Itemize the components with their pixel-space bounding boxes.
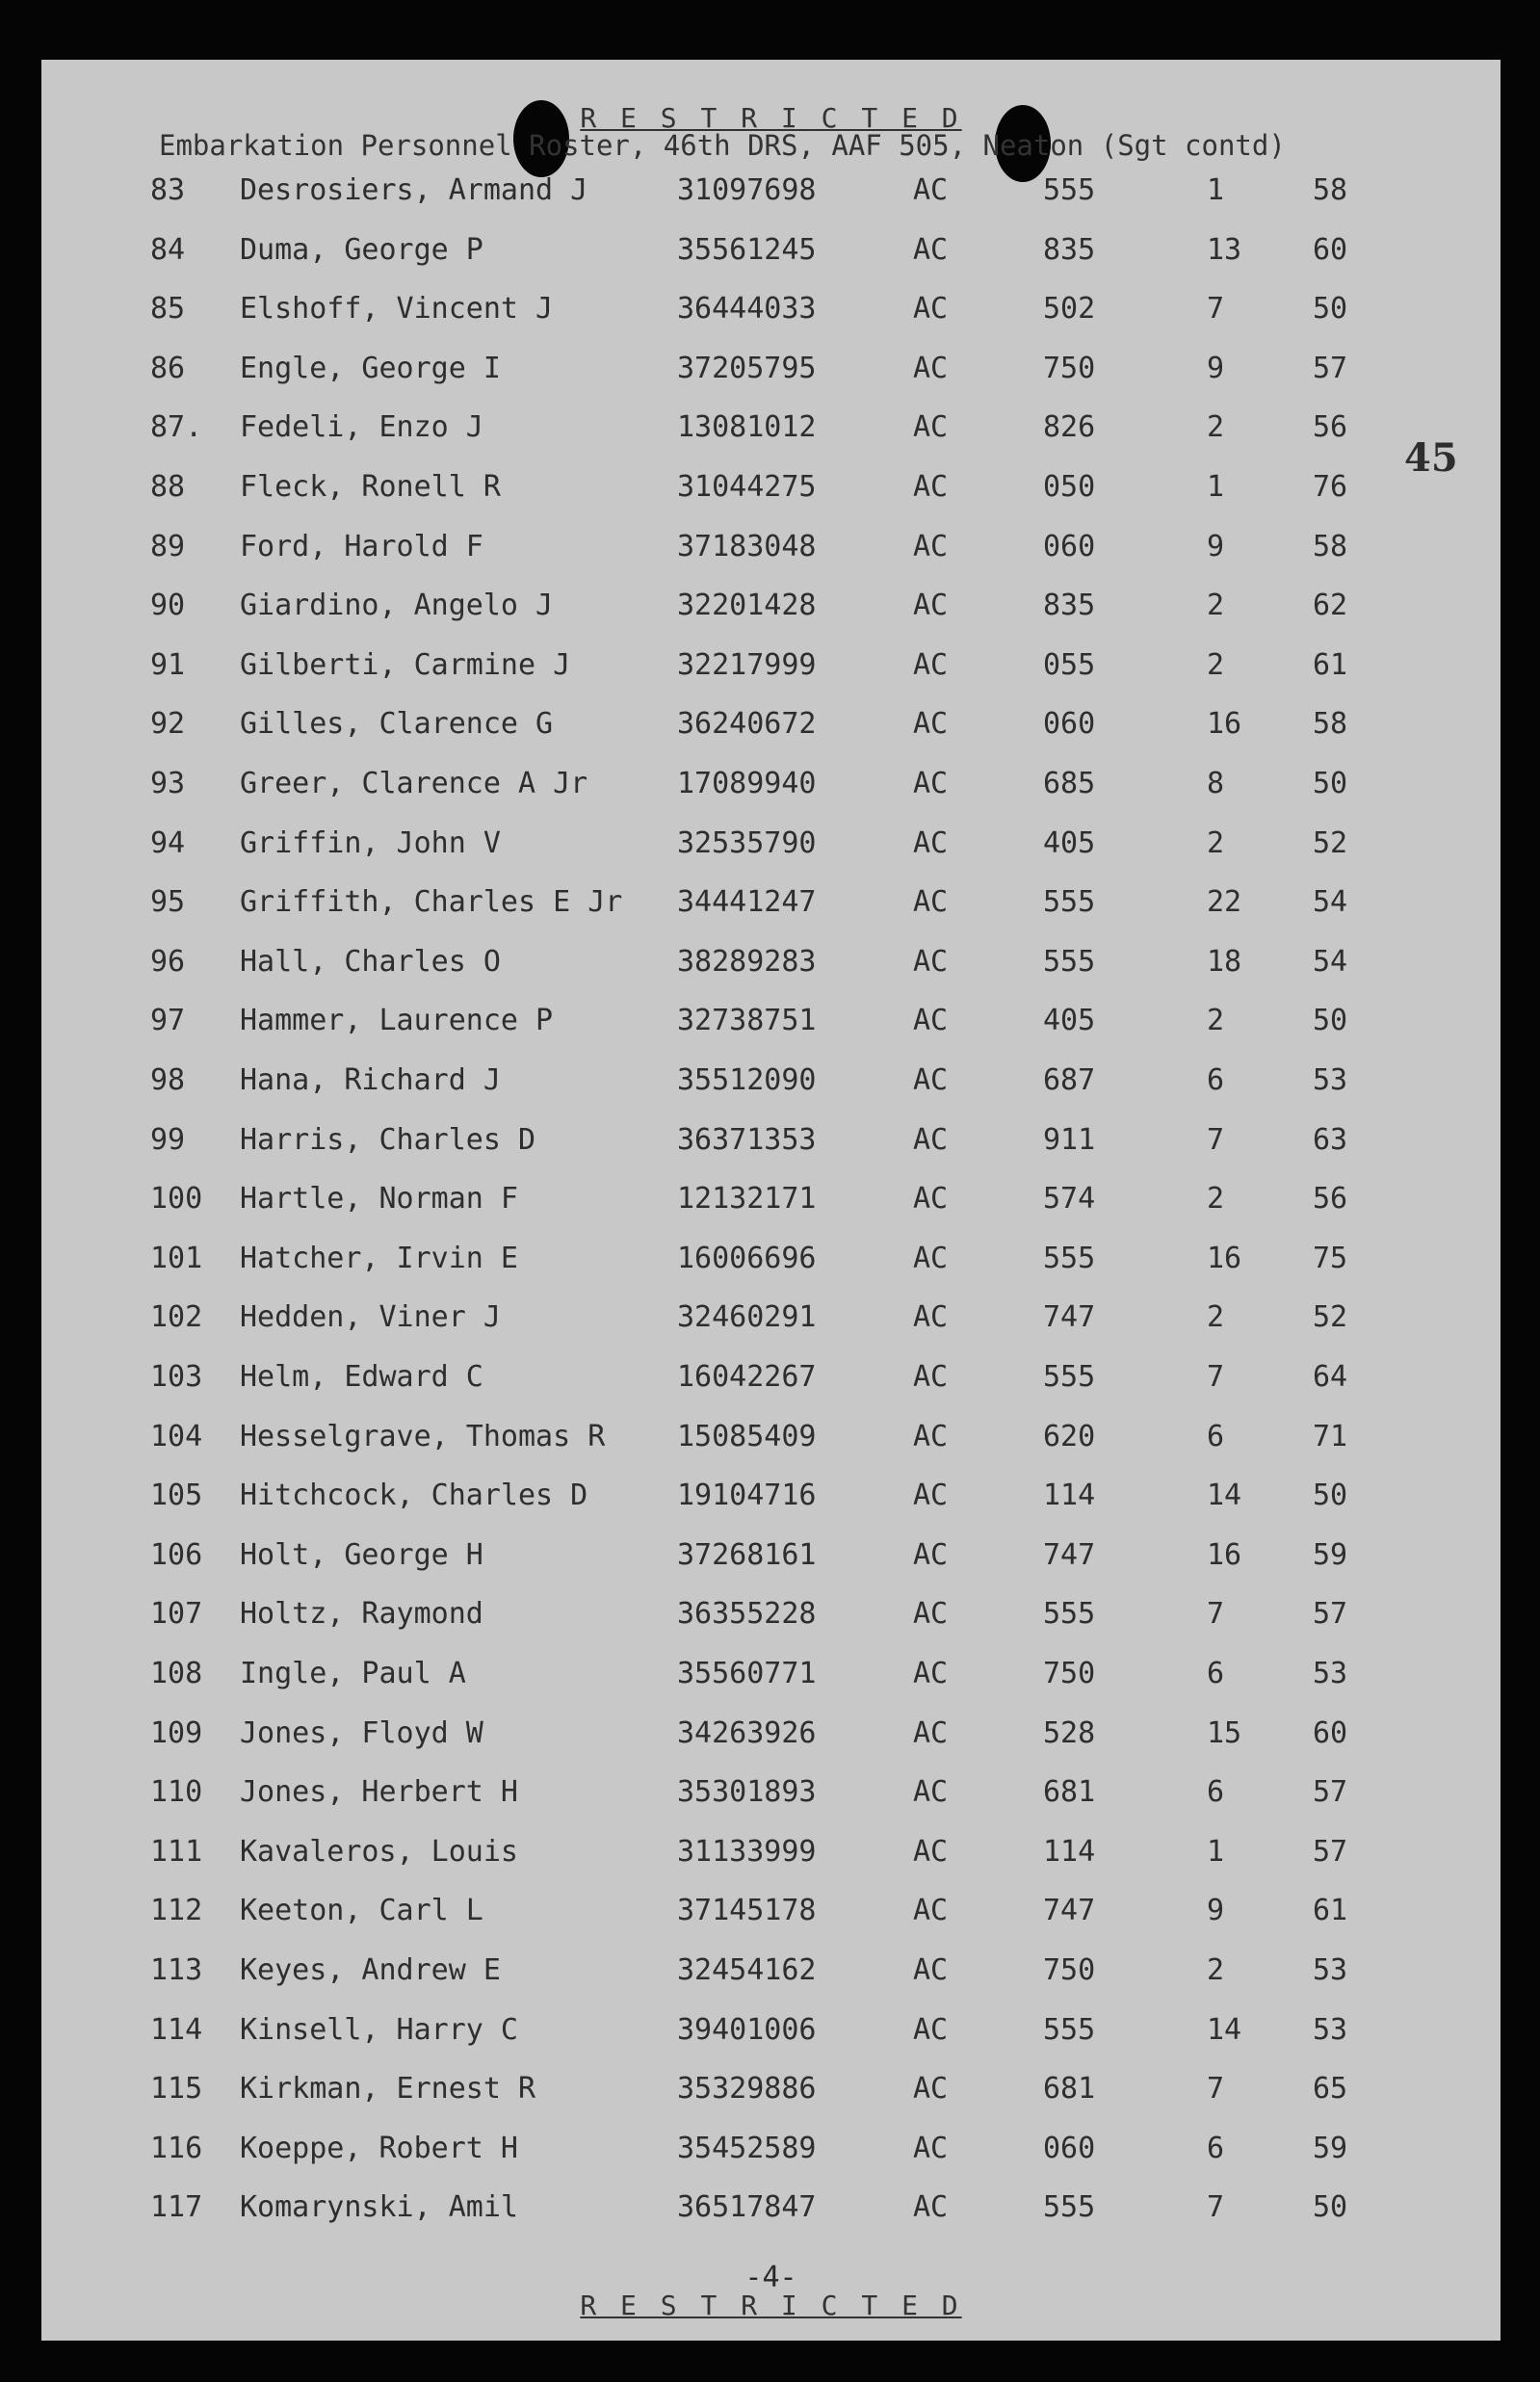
table-row: [41, 1063, 1501, 1123]
serial-number: 34441247: [677, 885, 817, 920]
table-row: [41, 1894, 1501, 1953]
table-row: [41, 767, 1501, 826]
column-b-value: 57: [1313, 1775, 1348, 1810]
row-number: 105: [150, 1479, 203, 1513]
mos-code: 835: [1043, 589, 1096, 623]
person-name: Griffin, John V: [240, 825, 501, 860]
person-name: Hammer, Laurence P: [240, 1004, 554, 1038]
person-name: Engle, George I: [240, 351, 501, 385]
column-a-value: 2: [1207, 825, 1225, 860]
table-row: [41, 1716, 1501, 1776]
column-a-value: 7: [1207, 2072, 1225, 2107]
branch-code: AC: [913, 2012, 949, 2047]
serial-number: 31044275: [677, 470, 817, 504]
row-number: 115: [150, 2072, 203, 2107]
serial-number: 36444033: [677, 292, 817, 327]
person-name: Ford, Harold F: [240, 529, 483, 563]
mos-code: 060: [1043, 529, 1096, 563]
table-row: [41, 352, 1501, 411]
branch-code: AC: [913, 1894, 949, 1928]
person-name: Fedeli, Enzo J: [240, 410, 483, 445]
row-number: 106: [150, 1537, 203, 1572]
column-b-value: 53: [1313, 1063, 1348, 1097]
branch-code: AC: [913, 825, 949, 860]
mos-code: 750: [1043, 351, 1096, 385]
column-b-value: 64: [1313, 1360, 1348, 1394]
row-number: 86: [150, 351, 186, 385]
column-b-value: 50: [1313, 1479, 1348, 1513]
table-row: [41, 1657, 1501, 1716]
person-name: Griffith, Charles E Jr: [240, 885, 623, 920]
row-number: 103: [150, 1360, 203, 1394]
row-number: 108: [150, 1657, 203, 1690]
header-classification: R E S T R I C T E D: [580, 102, 962, 134]
row-number: 96: [150, 944, 186, 979]
column-b-value: 60: [1313, 232, 1348, 267]
column-b-value: 63: [1313, 1122, 1348, 1157]
column-b-value: 56: [1313, 410, 1348, 445]
serial-number: 19104716: [677, 1479, 817, 1513]
mos-code: 405: [1043, 1004, 1096, 1038]
table-row: [41, 173, 1501, 233]
table-row: [41, 1420, 1501, 1479]
serial-number: 12132171: [677, 1182, 817, 1217]
branch-code: AC: [913, 1419, 949, 1453]
row-number: 91: [150, 647, 186, 682]
row-number: 107: [150, 1597, 203, 1632]
table-row: [41, 1123, 1501, 1183]
person-name: Harris, Charles D: [240, 1122, 536, 1157]
serial-number: 37205795: [677, 351, 817, 385]
branch-code: AC: [913, 1360, 949, 1394]
branch-code: AC: [913, 292, 949, 327]
serial-number: 32535790: [677, 825, 817, 860]
mos-code: 620: [1043, 1419, 1096, 1453]
column-b-value: 50: [1313, 767, 1348, 800]
row-number: 104: [150, 1419, 203, 1453]
mos-code: 555: [1043, 173, 1096, 207]
row-number: 112: [150, 1894, 203, 1928]
branch-code: AC: [913, 1834, 949, 1869]
column-a-value: 2: [1207, 647, 1225, 682]
serial-number: 13081012: [677, 410, 817, 445]
table-row: [41, 707, 1501, 767]
person-name: Komarynski, Amil: [240, 2190, 518, 2225]
serial-number: 35452589: [677, 2131, 817, 2165]
column-b-value: 52: [1313, 1300, 1348, 1335]
branch-code: AC: [913, 410, 949, 445]
row-number: 98: [150, 1063, 186, 1097]
table-row: [41, 1004, 1501, 1063]
column-a-value: 6: [1207, 2131, 1225, 2165]
mos-code: 555: [1043, 1360, 1096, 1394]
column-a-value: 7: [1207, 1360, 1225, 1394]
serial-number: 37145178: [677, 1894, 817, 1928]
table-row: [41, 292, 1501, 352]
row-number: 85: [150, 292, 186, 327]
mos-code: 555: [1043, 2190, 1096, 2225]
column-a-value: 16: [1207, 707, 1242, 742]
table-row: [41, 1182, 1501, 1242]
branch-code: AC: [913, 2131, 949, 2165]
serial-number: 37183048: [677, 529, 817, 563]
table-row: [41, 1300, 1501, 1360]
table-row: [41, 885, 1501, 945]
column-a-value: 7: [1207, 292, 1225, 327]
serial-number: 34263926: [677, 1715, 817, 1750]
column-a-value: 1: [1207, 1834, 1225, 1869]
table-row: [41, 1953, 1501, 2013]
row-number: 94: [150, 825, 186, 860]
row-number: 83: [150, 173, 186, 207]
column-a-value: 13: [1207, 232, 1242, 267]
column-b-value: 56: [1313, 1182, 1348, 1217]
mos-code: 060: [1043, 2131, 1096, 2165]
person-name: Hartle, Norman F: [240, 1182, 518, 1217]
person-name: Keeton, Carl L: [240, 1894, 483, 1928]
branch-code: AC: [913, 351, 949, 385]
branch-code: AC: [913, 1241, 949, 1275]
person-name: Fleck, Ronell R: [240, 470, 501, 504]
mos-code: 574: [1043, 1182, 1096, 1217]
column-b-value: 53: [1313, 2012, 1348, 2047]
column-b-value: 52: [1313, 825, 1348, 860]
column-b-value: 58: [1313, 173, 1348, 207]
serial-number: 17089940: [677, 767, 817, 800]
row-number: 102: [150, 1300, 203, 1335]
column-a-value: 9: [1207, 1894, 1225, 1928]
column-a-value: 2: [1207, 1004, 1225, 1038]
column-a-value: 2: [1207, 1953, 1225, 1987]
serial-number: 35329886: [677, 2072, 817, 2107]
column-b-value: 59: [1313, 2131, 1348, 2165]
mos-code: 114: [1043, 1479, 1096, 1513]
table-row: [41, 648, 1501, 708]
mos-code: 555: [1043, 2012, 1096, 2047]
serial-number: 31097698: [677, 173, 817, 207]
mos-code: 687: [1043, 1063, 1096, 1097]
mos-code: 681: [1043, 2072, 1096, 2107]
row-number: 97: [150, 1004, 186, 1038]
table-row: [41, 945, 1501, 1005]
column-b-value: 57: [1313, 351, 1348, 385]
column-b-value: 62: [1313, 589, 1348, 623]
table-row: [41, 826, 1501, 886]
column-a-value: 9: [1207, 529, 1225, 563]
serial-number: 32217999: [677, 647, 817, 682]
branch-code: AC: [913, 1953, 949, 1987]
column-a-value: 7: [1207, 1597, 1225, 1632]
person-name: Hitchcock, Charles D: [240, 1479, 588, 1513]
table-row: [41, 1360, 1501, 1420]
column-a-value: 6: [1207, 1775, 1225, 1810]
branch-code: AC: [913, 885, 949, 920]
person-name: Gilberti, Carmine J: [240, 647, 571, 682]
row-number: 114: [150, 2012, 203, 2047]
mos-code: 555: [1043, 1241, 1096, 1275]
branch-code: AC: [913, 1715, 949, 1750]
serial-number: 36355228: [677, 1597, 817, 1632]
serial-number: 39401006: [677, 2012, 817, 2047]
column-a-value: 9: [1207, 351, 1225, 385]
column-b-value: 65: [1313, 2072, 1348, 2107]
column-b-value: 53: [1313, 1657, 1348, 1690]
mos-code: 502: [1043, 292, 1096, 327]
branch-code: AC: [913, 2072, 949, 2107]
column-b-value: 61: [1313, 647, 1348, 682]
branch-code: AC: [913, 529, 949, 563]
person-name: Desrosiers, Armand J: [240, 173, 588, 207]
row-number: 95: [150, 885, 186, 920]
branch-code: AC: [913, 1300, 949, 1335]
branch-code: AC: [913, 1182, 949, 1217]
branch-code: AC: [913, 1537, 949, 1572]
mos-code: 747: [1043, 1894, 1096, 1928]
person-name: Duma, George P: [240, 232, 483, 267]
person-name: Jones, Floyd W: [240, 1715, 483, 1750]
branch-code: AC: [913, 589, 949, 623]
row-number: 100: [150, 1182, 203, 1217]
person-name: Kinsell, Harry C: [240, 2012, 518, 2047]
column-a-value: 8: [1207, 767, 1225, 800]
column-b-value: 60: [1313, 1715, 1348, 1750]
table-row: [41, 2132, 1501, 2191]
mos-code: 826: [1043, 410, 1096, 445]
person-name: Keyes, Andrew E: [240, 1953, 501, 1987]
mos-code: 747: [1043, 1537, 1096, 1572]
roster-title: Embarkation Personnel Roster, 46th DRS, AAF 505, Neaton (Sgt contd): [159, 129, 1286, 162]
column-b-value: 50: [1313, 1004, 1348, 1038]
branch-code: AC: [913, 470, 949, 504]
person-name: Greer, Clarence A Jr: [240, 767, 588, 800]
serial-number: 32738751: [677, 1004, 817, 1038]
person-name: Koeppe, Robert H: [240, 2131, 518, 2165]
person-name: Giardino, Angelo J: [240, 589, 554, 623]
person-name: Hatcher, Irvin E: [240, 1241, 518, 1275]
table-row: [41, 1775, 1501, 1835]
person-name: Jones, Herbert H: [240, 1775, 518, 1810]
serial-number: 36240672: [677, 707, 817, 742]
row-number: 93: [150, 767, 186, 800]
mos-code: 050: [1043, 470, 1096, 504]
person-name: Hall, Charles O: [240, 944, 501, 979]
mos-code: 114: [1043, 1834, 1096, 1869]
branch-code: AC: [913, 173, 949, 207]
column-a-value: 22: [1207, 885, 1242, 920]
row-number: 99: [150, 1122, 186, 1157]
serial-number: 35560771: [677, 1657, 817, 1690]
column-b-value: 54: [1313, 944, 1348, 979]
document-page: [41, 60, 1501, 2341]
column-b-value: 50: [1313, 2190, 1348, 2225]
column-a-value: 15: [1207, 1715, 1242, 1750]
table-row: [41, 530, 1501, 589]
column-b-value: 58: [1313, 707, 1348, 742]
mos-code: 555: [1043, 944, 1096, 979]
mos-code: 750: [1043, 1953, 1096, 1987]
branch-code: AC: [913, 232, 949, 267]
branch-code: AC: [913, 1479, 949, 1513]
row-number: 109: [150, 1715, 203, 1750]
branch-code: AC: [913, 1775, 949, 1810]
person-name: Hesselgrave, Thomas R: [240, 1419, 606, 1453]
person-name: Kavaleros, Louis: [240, 1834, 518, 1869]
serial-number: 32201428: [677, 589, 817, 623]
branch-code: AC: [913, 944, 949, 979]
mos-code: 750: [1043, 1657, 1096, 1690]
table-row: [41, 2072, 1501, 2132]
table-row: [41, 1538, 1501, 1598]
row-number: 110: [150, 1775, 203, 1810]
person-name: Hedden, Viner J: [240, 1300, 501, 1335]
table-row: [41, 1835, 1501, 1895]
table-row: [41, 1479, 1501, 1538]
column-b-value: 59: [1313, 1537, 1348, 1572]
branch-code: AC: [913, 1122, 949, 1157]
table-row: [41, 410, 1501, 470]
column-b-value: 61: [1313, 1894, 1348, 1928]
column-a-value: 1: [1207, 173, 1225, 207]
column-b-value: 50: [1313, 292, 1348, 327]
row-number: 117: [150, 2190, 203, 2225]
column-b-value: 75: [1313, 1241, 1348, 1275]
branch-code: AC: [913, 707, 949, 742]
serial-number: 38289283: [677, 944, 817, 979]
row-number: 88: [150, 470, 186, 504]
table-row: [41, 1597, 1501, 1657]
serial-number: 37268161: [677, 1537, 817, 1572]
column-b-value: 57: [1313, 1834, 1348, 1869]
serial-number: 35512090: [677, 1063, 817, 1097]
column-a-value: 7: [1207, 2190, 1225, 2225]
person-name: Gilles, Clarence G: [240, 707, 554, 742]
serial-number: 35561245: [677, 232, 817, 267]
column-b-value: 54: [1313, 885, 1348, 920]
row-number: 116: [150, 2131, 203, 2165]
row-number: 87.: [150, 410, 203, 445]
table-row: [41, 2190, 1501, 2250]
mos-code: 747: [1043, 1300, 1096, 1335]
serial-number: 32460291: [677, 1300, 817, 1335]
mos-code: 555: [1043, 1597, 1096, 1632]
row-number: 89: [150, 529, 186, 563]
column-a-value: 14: [1207, 2012, 1242, 2047]
mos-code: 685: [1043, 767, 1096, 800]
footer-classification: R E S T R I C T E D: [580, 2290, 962, 2321]
branch-code: AC: [913, 1657, 949, 1690]
column-a-value: 16: [1207, 1537, 1242, 1572]
column-b-value: 71: [1313, 1419, 1348, 1453]
table-row: [41, 1242, 1501, 1301]
table-row: [41, 233, 1501, 293]
branch-code: AC: [913, 2190, 949, 2225]
mos-code: 405: [1043, 825, 1096, 860]
mos-code: 055: [1043, 647, 1096, 682]
column-a-value: 2: [1207, 1300, 1225, 1335]
column-a-value: 2: [1207, 410, 1225, 445]
branch-code: AC: [913, 1004, 949, 1038]
column-a-value: 2: [1207, 589, 1225, 623]
column-a-value: 2: [1207, 1182, 1225, 1217]
person-name: Kirkman, Ernest R: [240, 2072, 536, 2107]
column-b-value: 57: [1313, 1597, 1348, 1632]
serial-number: 35301893: [677, 1775, 817, 1810]
row-number: 113: [150, 1953, 203, 1987]
column-a-value: 7: [1207, 1122, 1225, 1157]
column-a-value: 1: [1207, 470, 1225, 504]
person-name: Elshoff, Vincent J: [240, 292, 554, 327]
person-name: Holtz, Raymond: [240, 1597, 483, 1632]
row-number: 101: [150, 1241, 203, 1275]
column-a-value: 6: [1207, 1063, 1225, 1097]
branch-code: AC: [913, 1063, 949, 1097]
mos-code: 060: [1043, 707, 1096, 742]
serial-number: 16006696: [677, 1241, 817, 1275]
branch-code: AC: [913, 1597, 949, 1632]
table-row: [41, 470, 1501, 530]
column-a-value: 18: [1207, 944, 1242, 979]
row-number: 111: [150, 1834, 203, 1869]
mos-code: 911: [1043, 1122, 1096, 1157]
column-a-value: 6: [1207, 1419, 1225, 1453]
page-number: -4-: [744, 2261, 797, 2294]
column-b-value: 76: [1313, 470, 1348, 504]
table-row: [41, 589, 1501, 648]
branch-code: AC: [913, 767, 949, 800]
row-number: 92: [150, 707, 186, 742]
serial-number: 32454162: [677, 1953, 817, 1987]
column-b-value: 58: [1313, 529, 1348, 563]
person-name: Ingle, Paul A: [240, 1657, 466, 1690]
person-name: Helm, Edward C: [240, 1360, 483, 1394]
serial-number: 31133999: [677, 1834, 817, 1869]
table-row: [41, 2013, 1501, 2073]
serial-number: 36517847: [677, 2190, 817, 2225]
column-a-value: 14: [1207, 1479, 1242, 1513]
person-name: Hana, Richard J: [240, 1063, 501, 1097]
column-b-value: 53: [1313, 1953, 1348, 1987]
column-a-value: 16: [1207, 1241, 1242, 1275]
mos-code: 835: [1043, 232, 1096, 267]
column-a-value: 6: [1207, 1657, 1225, 1690]
person-name: Holt, George H: [240, 1537, 483, 1572]
serial-number: 16042267: [677, 1360, 817, 1394]
margin-page-number: 45: [1404, 435, 1458, 481]
mos-code: 681: [1043, 1775, 1096, 1810]
row-number: 90: [150, 589, 186, 623]
serial-number: 15085409: [677, 1419, 817, 1453]
branch-code: AC: [913, 647, 949, 682]
serial-number: 36371353: [677, 1122, 817, 1157]
row-number: 84: [150, 232, 186, 267]
mos-code: 528: [1043, 1715, 1096, 1750]
mos-code: 555: [1043, 885, 1096, 920]
